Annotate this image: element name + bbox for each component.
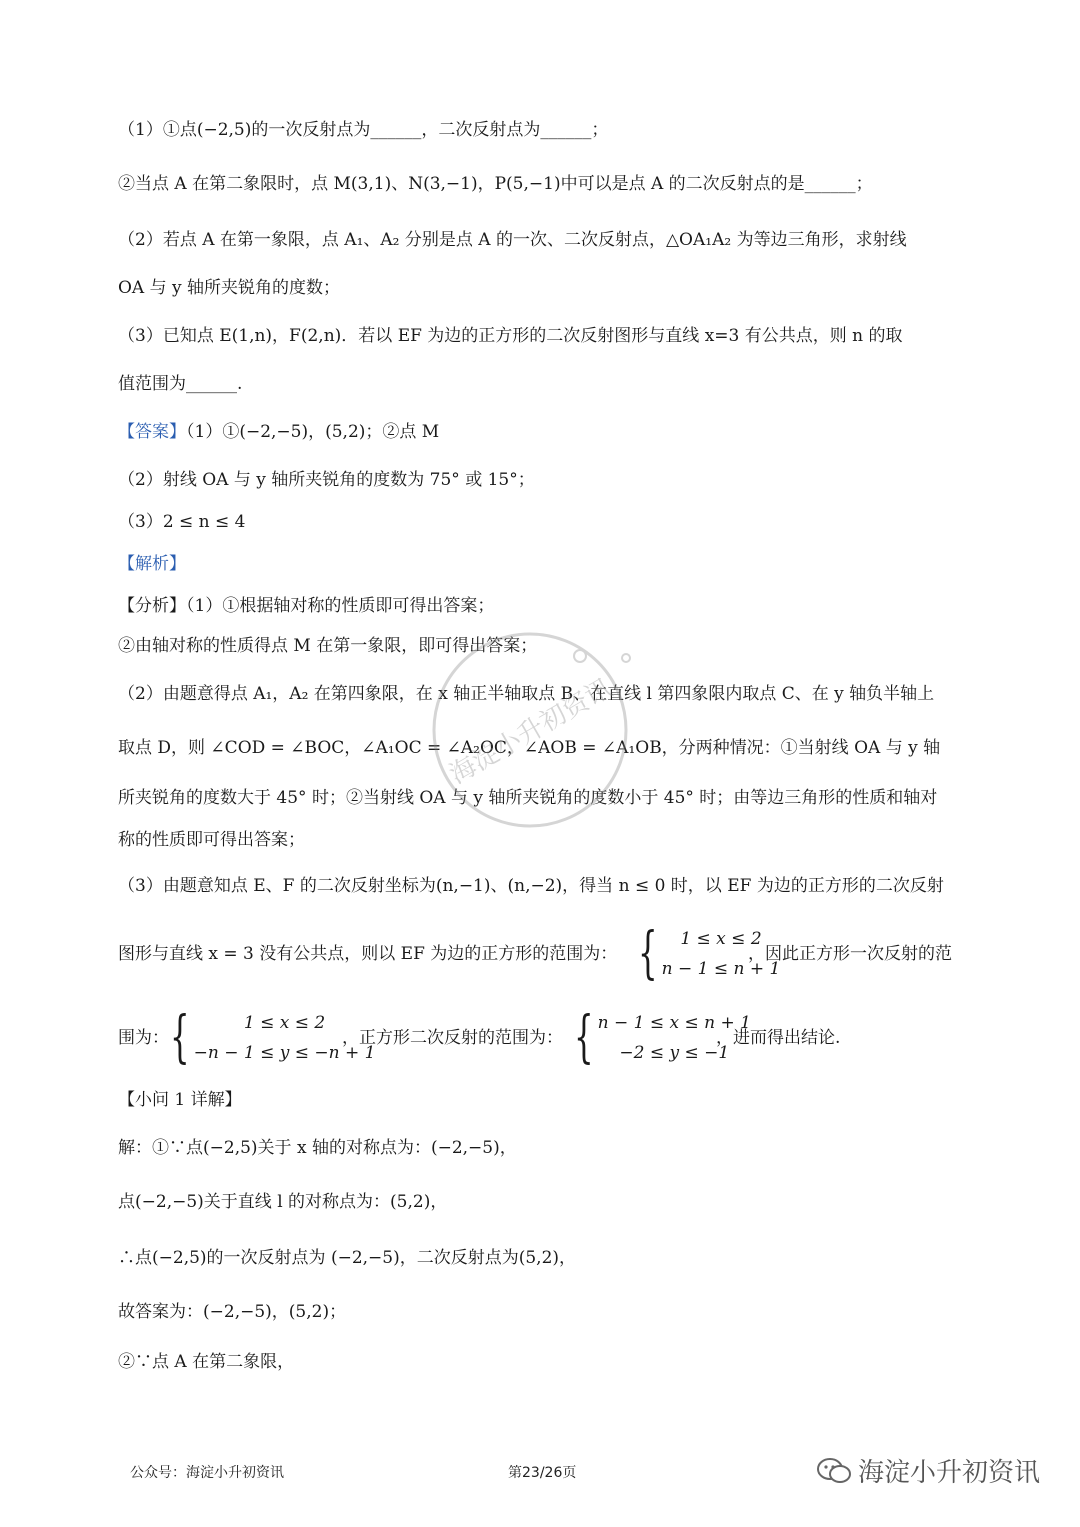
footer-left: 公众号：海淀小升初资讯 (130, 1465, 284, 1481)
solution-line-5: ②∵点 A 在第二象限， (118, 1352, 295, 1372)
question-3b-line: 值范围为______. (118, 374, 243, 394)
question-1-line: （1）①点(−2,5)的一次反射点为______，二次反射点为______； (118, 120, 609, 140)
page-number: 第23/26页 (508, 1465, 577, 1481)
answer-line-1 (118, 420, 968, 444)
analysis-line-6: 称的性质即可得出答案； (118, 830, 305, 850)
analysis-line-9c: ，进而得出结论. (716, 1028, 841, 1048)
analysis-tag: 【解析】 (118, 554, 186, 574)
question-1b-line: ②当点 A 在第二象限时，点 M(3,1)、N(3,−1)，P(5,−1)中可以是点 A 的二次反射点的是______； (118, 174, 873, 194)
analysis-line-4: 取点 D，则 ∠COD = ∠BOC，∠A₁OC = ∠A₂OC，∠AOB = ∠A₁OB，分两种情况：①当射线 OA 与 y 轴 (118, 738, 941, 758)
solution-line-3: ∴点(−2,5)的一次反射点为 (−2,−5)，二次反射点为(5,2)， (118, 1248, 577, 1268)
analysis-line-8b: ，因此正方形一次反射的范 (748, 944, 952, 964)
answer-line-2: （2）射线 OA 与 y 轴所夹锐角的度数为 75° 或 15°； (118, 470, 535, 490)
question-3-line: （3）已知点 E(1,n)，F(2,n)．若以 EF 为边的正方形的二次反射图形与直线 x=3 有公共点，则 n 的取 (118, 326, 903, 346)
watermark-stamp (420, 620, 640, 840)
analysis-line-9a: 围为： (118, 1028, 169, 1048)
left-brace: { (574, 1005, 594, 1070)
system-row: n − 1 ≤ x ≤ n + 1 (597, 1013, 751, 1033)
question-2b-line: OA 与 y 轴所夹锐角的度数； (118, 278, 341, 298)
system-row: −n − 1 ≤ y ≤ −n + 1 (193, 1043, 376, 1063)
analysis-line-2: ②由轴对称的性质得点 M 在第一象限，即可得出答案； (118, 636, 538, 656)
footer-logo (816, 1452, 1040, 1489)
answer-line-3: （3）2 ≤ n ≤ 4 (118, 512, 246, 532)
solution-line-4: 故答案为：(−2,−5)，(5,2)； (118, 1302, 347, 1322)
question-2-line: （2）若点 A 在第一象限，点 A₁、A₂ 分别是点 A 的一次、二次反射点，△OA₁A₂ 为等边三角形，求射线 (118, 230, 907, 250)
footer-logo-text: 海淀小升初资讯 (858, 1458, 1041, 1488)
analysis-line-7: （3）由题意知点 E、F 的二次反射坐标为(n,−1)、(n,−2)，得当 n ≤ 0 时，以 EF 为边的正方形的二次反射 (118, 876, 944, 896)
answer-tag: 【答案】 (118, 422, 186, 442)
system-row: n − 1 ≤ n + 1 (661, 959, 781, 979)
analysis-line-9b: ，正方形二次反射的范围为： (342, 1028, 563, 1048)
solution-line-1: 解：①∵点(−2,5)关于 x 轴的对称点为：(−2,−5)， (118, 1138, 517, 1158)
answer-1: （1）①(−2,−5)，(5,2)；②点 M (186, 422, 440, 442)
solution-line-2: 点(−2,−5)关于直线 l 的对称点为：(5,2)， (118, 1192, 448, 1212)
left-brace: { (170, 1005, 190, 1070)
system-row: −2 ≤ y ≤ −1 (619, 1043, 730, 1063)
system-row: 1 ≤ x ≤ 2 (243, 1013, 326, 1033)
analysis-line-5: 所夹锐角的度数大于 45° 时；②当射线 OA 与 y 轴所夹锐角的度数小于 45° 时；由等边三角形的性质和轴对 (118, 788, 938, 808)
system-row: 1 ≤ x ≤ 2 (680, 929, 762, 949)
wechat-icon (816, 1456, 852, 1486)
watermark-text: 海淀小升初资讯 (444, 673, 618, 791)
left-brace: { (638, 921, 658, 986)
analysis-line-8a: 图形与直线 x = 3 没有公共点，则以 EF 为边的正方形的范围为： (118, 944, 618, 964)
analysis-line-3: （2）由题意得点 A₁，A₂ 在第四象限，在 x 轴正半轴取点 B、在直线 l 第四象限内取点 C、在 y 轴负半轴上 (118, 684, 935, 704)
detail-tag: 【小问 1 详解】 (118, 1090, 242, 1110)
analysis-line-1: 【分析】（1）①根据轴对称的性质即可得出答案； (118, 596, 495, 616)
